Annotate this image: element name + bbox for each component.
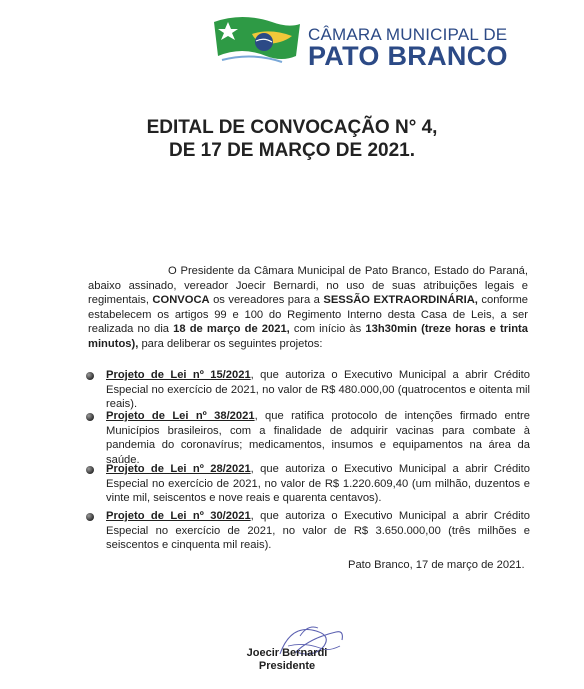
list-item xyxy=(86,409,530,467)
intro-text-3: conforme estabelecem os artigos 99 e 100 do Regimento Interno desta Casa de Leis, a ser realizada no dia xyxy=(88,294,529,336)
intro-text-2: os vereadores para a xyxy=(209,294,324,307)
intro-text-5: para deliberar os seguintes projetos: xyxy=(138,337,323,350)
logo-text-line1: CÂMARA MUNICIPAL DE xyxy=(308,25,508,44)
project-title: Projeto de Lei nº 30/2021 xyxy=(106,510,251,522)
project-description: , que autoriza o Executivo Municipal a abrir Crédito Especial no exercício de 2021, no valor de R$ 1.220.609,40 (um milhão, duzentos e vinte mil, seiscentos e nove reais e quarenta centavos). xyxy=(106,463,530,505)
list-item xyxy=(86,462,530,506)
title-line-1: EDITAL DE CONVOCAÇÃO N° 4, xyxy=(146,117,438,138)
chamber-logo xyxy=(212,14,508,71)
bullet-icon xyxy=(86,466,94,474)
project-description: , que autoriza o Executivo Municipal a abrir Crédito Especial no exercício de 2021, no valor de R$ 3.650.000,00 (três milhões e seiscentos e cinquenta mil reais). xyxy=(106,510,530,552)
title-line-2: DE 17 DE MARÇO DE 2021. xyxy=(168,140,416,161)
project-description: , que ratifica protocolo de intenções firmado entre Municípios brasileiros, com a finalidade de adquirir vacinas para combate à pandemia do coronavírus; medicamentos, insumos e equipamentos na área da saúde. xyxy=(106,410,530,466)
flag-logo-icon xyxy=(212,14,304,70)
list-item xyxy=(86,368,530,412)
project-title: Projeto de Lei nº 38/2021 xyxy=(106,410,255,422)
bullet-icon xyxy=(86,372,94,380)
project-title: Projeto de Lei nº 15/2021 xyxy=(106,369,251,381)
intro-text-4: com início às xyxy=(289,323,366,336)
intro-text-1: O Presidente da Câmara Municipal de Pato Branco, Estado do Paraná, abaixo assinado, vereador Joecir Bernardi, no uso de suas atribuições legais e regimentais, xyxy=(88,265,528,307)
intro-bold-date: 18 de março de 2021, xyxy=(173,323,290,336)
list-item xyxy=(86,509,530,553)
project-description: , que autoriza o Executivo Municipal a abrir Crédito Especial no exercício de 2021, no valor de R$ 480.000,00 (quatrocentos e oitenta mil reais). xyxy=(106,369,530,411)
document-title xyxy=(0,116,584,162)
bullet-icon xyxy=(86,413,94,421)
signatory xyxy=(212,647,362,673)
logo-text-line2: PATO BRANCO xyxy=(308,41,508,71)
intro-bold-convoca: CONVOCA xyxy=(152,294,210,307)
signatory-name: Joecir Bernardi xyxy=(246,647,328,659)
intro-bold-session: SESSÃO EXTRAORDINÁRIA, xyxy=(323,294,478,307)
intro-bold-time: 13h30min (treze horas e trinta minutos), xyxy=(88,323,528,350)
signatory-role: Presidente xyxy=(258,660,316,672)
intro-paragraph xyxy=(88,264,528,352)
bullet-icon xyxy=(86,513,94,521)
document-date: Pato Branco, 17 de março de 2021. xyxy=(348,559,525,571)
project-title: Projeto de Lei nº 28/2021 xyxy=(106,463,251,475)
